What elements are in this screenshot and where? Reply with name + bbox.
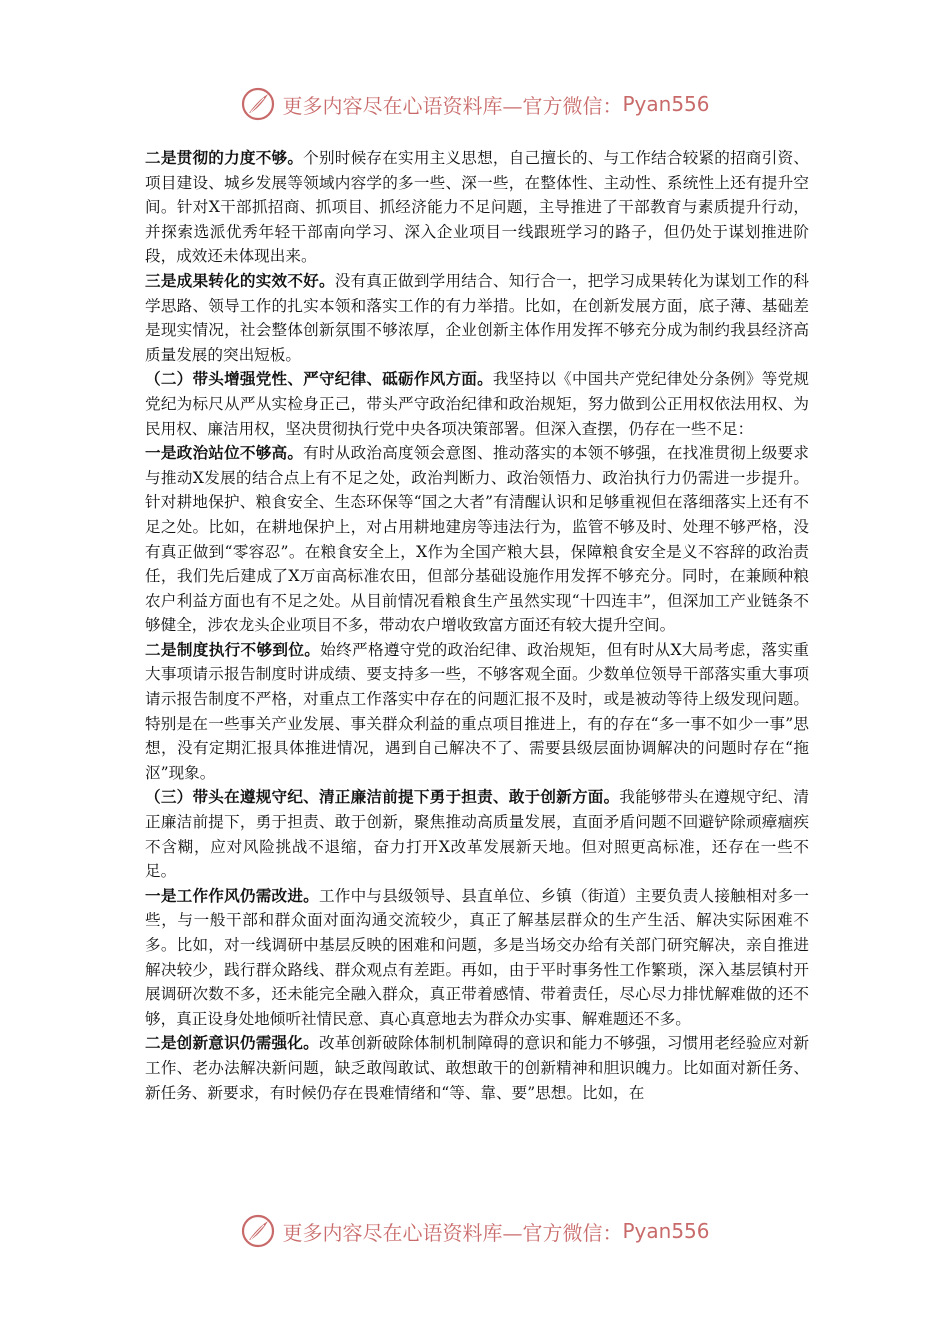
paragraph (145, 441, 809, 638)
paragraph-heading: 二是贯彻的力度不够。 (145, 148, 304, 167)
paragraph (145, 146, 809, 269)
paragraph-heading: 三是成果转化的实效不好。 (145, 270, 335, 290)
paragraph-heading: 二是制度执行不够到位。 (145, 639, 321, 659)
paragraph-body: 有时从政治高度领会意图、推动落实的本领不够强，在找准贯彻上级要求与推动X发展的结合点上有不足之处，政治判断力、政治领悟力、政治执行力仍需进一步提升。针对耕地保护、粮食安全、生态环保等“国之大者”有清醒认识和足够重视但在落细落实上还有不足之处。比如，在耕地保护上，对占用耕地建房等违法行为，监管不够及时、处理不够严格，没有真正做到“零容忍”。在粮食安全上，X作为全国产粮大县，保障粮食安全是义不容辞的政治责任，我们先后建成了X万亩高标准农田，但部分基础设施作用发挥不够充分。同时，在兼顾种粮农户利益方面也有不足之处。从目前情况看粮食生产虽然实现“十四连丰”，但深加工产业链条不够健全，涉农龙头企业项目不多，带动农户增收致富方面还有较大提升空间。 (145, 444, 809, 635)
watermark-text: 更多内容尽在心语资料库—官方微信： (282, 93, 623, 118)
quill-logo-icon (240, 86, 276, 122)
paragraph-body: 工作中与县级领导、县直单位、乡镇（街道）主要负责人接触相对多一些，与一般干部和群众面对面沟通交流较少，真正了解基层群众的生产生活、解决实际困难不多。比如，对一线调研中基层反映的困难和问题，多是当场交办给有关部门研究解决，亲自推进解决较少，践行群众路线、群众观点有差距。再如，由于平时事务性工作繁琐，深入基层镇村开展调研次数不多，还未能完全融入群众，真正带着感情、带着责任，尽心尽力排忧解难做的还不够，真正设身处地倾听社情民意、真心真意地去为群众办实事、解难题还不多。 (145, 886, 809, 1028)
paragraph-heading: 一是政治站位不够高。 (145, 443, 304, 463)
paragraph (145, 884, 809, 1032)
document-body (145, 146, 809, 1105)
section-heading: （三）带头在遵规守纪、清正廉洁前提下勇于担责、敢于创新方面。 (145, 787, 620, 807)
section-heading: （二）带头增强党性、严守纪律、砥砺作风方面。 (145, 369, 493, 389)
quill-logo-icon (240, 1213, 276, 1249)
paragraph-heading: 一是工作作风仍需改进。 (145, 885, 319, 905)
wechat-id: Pyan556 (622, 1219, 710, 1243)
wechat-id: Pyan556 (622, 92, 710, 116)
paragraph-body: 改革创新破除体制机制障碍的意识和能力不够强，习惯用老经验应对新工作、老办法解决新问题，缺乏敢闯敢试、敢想敢干的创新精神和胆识魄力。比如面对新任务、新任务、新要求，有时候仍存在畏难情绪和“等、靠、要”思想。比如，在 (145, 1034, 809, 1102)
paragraph (145, 785, 809, 883)
paragraph (145, 638, 809, 786)
paragraph-body: 我能够带头在遵规守纪、清正廉洁前提下，勇于担责、敢于创新，聚焦推动高质量发展，直面矛盾问题不回避铲除顽瘴痼疾不含糊，应对风险挑战不退缩，奋力打开X改革发展新天地。但对照更高标准，还存在一些不足。 (145, 788, 809, 881)
paragraph-body: 个别时候存在实用主义思想，自己擅长的、与工作结合较紧的招商引资、项目建设、城乡发展等领域内容学的多一些、深一些，在整体性、主动性、系统性上还有提升空间。针对X干部抓招商、抓项目、抓经济能力不足问题，主导推进了干部教育与素质提升行动，并探索选派优秀年轻干部南向学习、深入企业项目一线跟班学习的路子，但仍处于谋划推进阶段，成效还未体现出来。 (145, 149, 809, 266)
watermark-text: 更多内容尽在心语资料库—官方微信： (282, 1220, 623, 1245)
paragraph (145, 1031, 809, 1105)
paragraph-body: 没有真正做到学用结合、知行合一，把学习成果转化为谋划工作的科学思路、领导工作的扎实本领和落实工作的有力举措。比如，在创新发展方面，底子薄、基础差是现实情况，社会整体创新氛围不够浓厚，企业创新主体作用发挥不够充分成为制约我县经济高质量发展的突出短板。 (145, 271, 809, 364)
watermark-banner-bottom (0, 1211, 950, 1251)
paragraph-heading: 二是创新意识仍需强化。 (145, 1033, 319, 1053)
paragraph (145, 269, 809, 367)
paragraph-body: 始终严格遵守党的政治纪律、政治规矩，但有时从X大局考虑，落实重大事项请示报告制度时讲成绩、要支持多一些，不够客观全面。少数单位领导干部落实重大事项请示报告制度不严格，对重点工作落实中存在的问题汇报不及时，或是被动等待上级发现问题。特别是在一些事关产业发展、事关群众利益的重点项目推进上，有的存在“多一事不如少一事”思想，没有定期汇报具体推进情况，遇到自己解决不了、需要县级层面协调解决的问题时存在“拖沤”现象。 (145, 640, 809, 782)
paragraph-body: 我坚持以《中国共产党纪律处分条例》等党规党纪为标尺从严从实检身正己，带头严守政治纪律和政治规矩，努力做到公正用权依法用权、为民用权、廉洁用权，坚决贯彻执行党中央各项决策部署。但深入查摆，仍存在一些不足： (145, 370, 809, 438)
paragraph (145, 367, 809, 441)
watermark-banner-top (0, 84, 950, 124)
